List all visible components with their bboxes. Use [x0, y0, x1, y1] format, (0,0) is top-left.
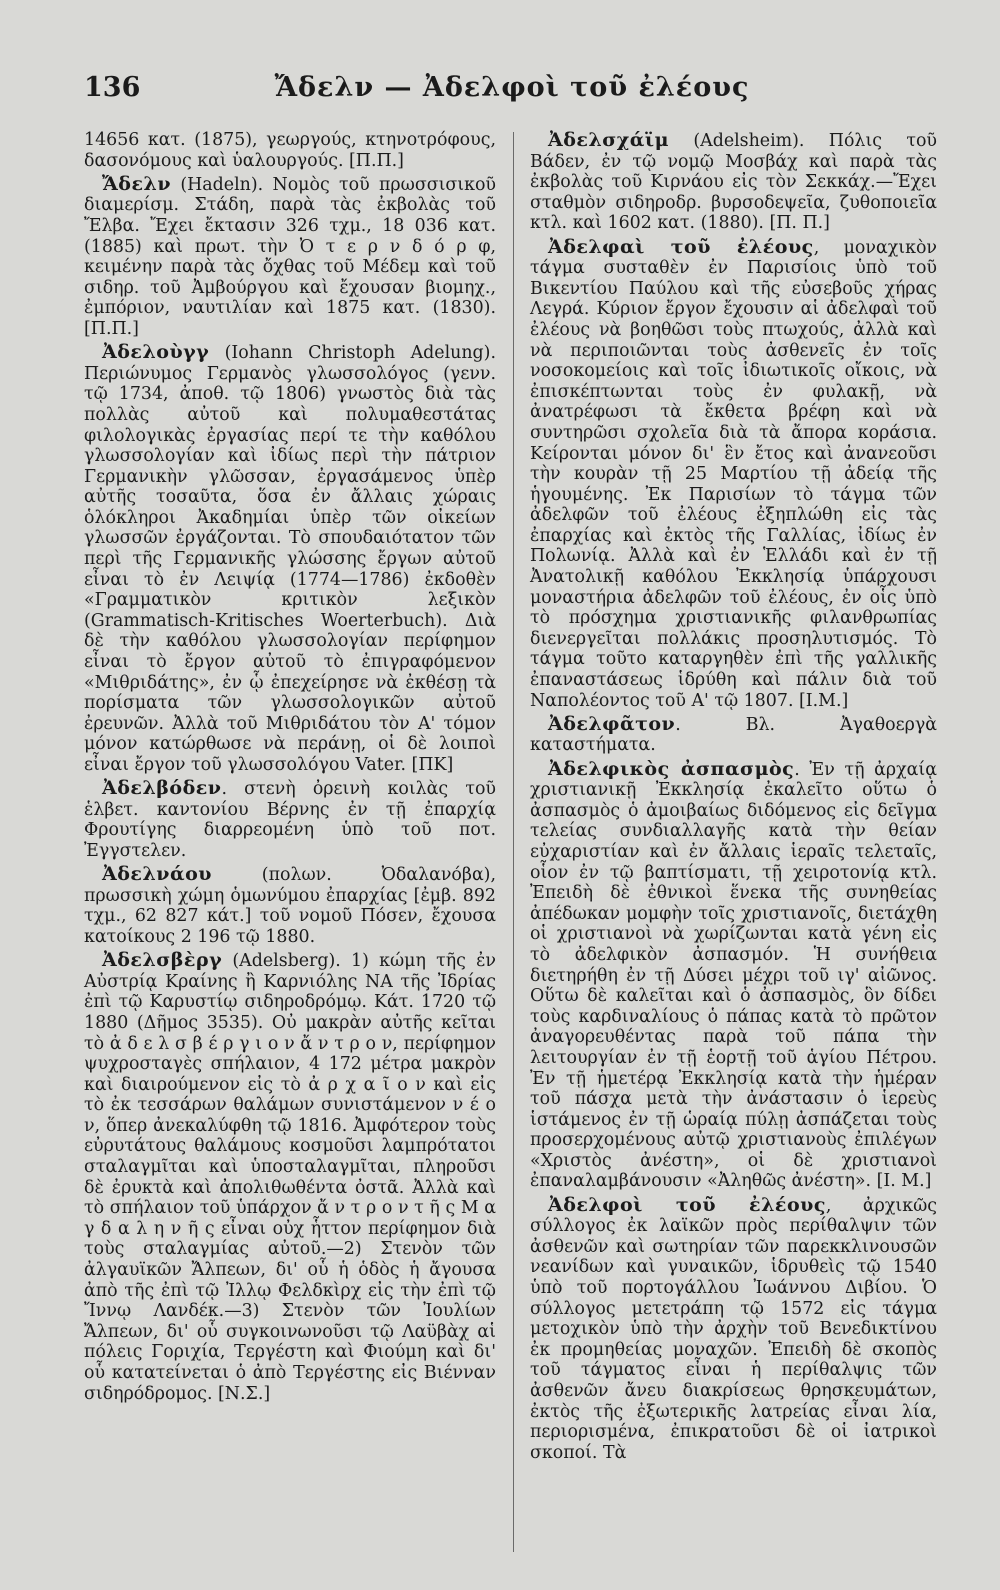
entry-text: (Adelsheim). Πόλις τοῦ Βάδεν, ἐν τῷ νομῷ Μοσβάχ καὶ παρὰ τὰς ἐκβολὰς τοῦ Κιρνάου εἰς τὸν Σεκκάχ.—Ἔχει σταθμὸν σιδηροδρ. βυρσοδεψεῖα, ζυθοποιεῖα κτλ. καὶ 1602 κατ. (1880). [Π. Π.]	[530, 131, 937, 234]
entry-headword: Ἀδελοὺγγ	[102, 341, 210, 364]
dictionary-entry	[84, 130, 496, 171]
entry-text: , ἀρχικῶς σύλλογος ἐκ λαϊκῶν πρὸς περίθαλψιν τῶν ἀσθενῶν καὶ σωτηρίαν τῶν παρεκκλινουσῶν νεανίδων καὶ γυναικῶν, ἱδρυθεὶς τῷ 1540 ὑπὸ τοῦ πορτογάλλου Ἰωάννου Διβίου. Ὁ σύλλογος μετετράπη τῷ 1572 εἰς τάγμα μετοχικὸν ὑπὸ τὴν ἀρχὴν τοῦ Βενεδικτίνου ἐκ προμηθείας μοναχῶν. Ἐπειδὴ δὲ σκοπὸς τοῦ τάγματος εἶναι ἡ περίθαλψις τῶν ἀσθενῶν ἄνευ διακρίσεως θρησκευμάτων, ἐκτὸς τῆς ἐξωτερικῆς λατρείας εἶναι λία, περιορισμένα, ἐπικρατοῦσι δὲ οἱ ἰατρικοὶ σκοποί. Τὰ	[530, 1195, 937, 1463]
dictionary-entry	[530, 130, 937, 234]
dictionary-entry	[84, 342, 496, 775]
entry-text: (πολων. Ὀδαλανόβα), πρωσσικὴ χώμη ὁμωνύμου ἐπαρχίας [ἐμβ. 892 τχμ., 62 827 κάτ.] τοῦ νομοῦ Πόσεν, ἔχουσα κατοίκους 2 196 τῷ 1880.	[84, 865, 496, 947]
entry-headword: Ἄδελν	[102, 172, 172, 195]
dictionary-entry	[530, 1195, 937, 1464]
dictionary-entry	[84, 778, 496, 861]
entry-text: (Iohann Christoph Adelung). Περιώνυμος Γερμανὸς γλωσσολόγος (γενν. τῷ 1734, ἀποθ. τῷ 1806) γνωστὸς διὰ τὰς πολλὰς αὐτοῦ καὶ πολυμαθεστάτας φιλολογικὰς ἐργασίας περί τε τὴν καθόλου γλωσσολογίαν καὶ ἰδίως περὶ τὴν πάτριον Γερμανικὴν γλῶσσαν, ἐργασάμενος ὑπὲρ αὐτῆς τοσαῦτα, ὅσα ἐν ἄλλαις χώραις ὁλόκληροι Ἀκαδημίαι ὑπὲρ τῶν οἰκείων γλωσσῶν ἐργάζονται. Τὸ σπουδαιότατον τῶν περὶ τῆς Γερμανικῆς γλώσσης ἔργων αὐτοῦ εἶναι τὸ ἐν Λειψίᾳ (1774—1786) ἐκδοθὲν «Γραμματικὸν κριτικὸν λεξικὸν (Grammatisch-Kritisches Woerterbuch). Διὰ δὲ τὴν καθόλου γλωσσολογίαν περίφημον εἶναι τὸ ἔργον αὐτοῦ τὸ ἐπιγραφόμενον «Μιθριδάτης», ἐν ᾧ ἐπεχείρησε νὰ ἐκθέσῃ τὰ πορίσματα τῶν γλωσσολογικῶν αὐτοῦ ἐρευνῶν. Ἀλλὰ τοῦ Μιθριδάτου τὸν Α' τόμον μόνον κατώρθωσε νὰ περάνῃ, οἱ δὲ λοιποὶ εἶναι ἔργον τοῦ γλωσσολόγου Vater. [ΠΚ]	[84, 343, 496, 775]
entry-text: , μοναχικὸν τάγμα συσταθὲν ἐν Παρισίοις ὑπὸ τοῦ Βικεντίου Παύλου καὶ τῆς εὐσεβοῦς χήρας Λεγρά. Κύριον ἔργον ἔχουσιν αἱ ἀδελφαὶ τοῦ ἐλέους νὰ βοηθῶσι τοὺς πτωχούς, ἀλλὰ καὶ νὰ περιποιῶνται τοὺς ἀσθενεῖς ἐν τοῖς νοσοκομείοις καὶ τοῖς ἰδιωτικοῖς οἴκοις, νὰ ἐπισκέπτωνται τοὺς ἐν φυλακῇ, νὰ ἀνατρέφωσι τὰ ἔκθετα βρέφη καὶ νὰ συντηρῶσι σχολεῖα διὰ τὰ ἄπορα κοράσια. Κείρονται μόνον δι' ἓν ἔτος καὶ ἀνανεοῦσι τὴν κουρὰν τῇ 25 Μαρτίου τῇ ἀδείᾳ τῆς ἡγουμένης. Ἐκ Παρισίων τὸ τάγμα τῶν ἀδελφῶν τοῦ ἐλέους ἐξηπλώθη εἰς τὰς ἐπαρχίας καὶ ἐκτὸς τῆς Γαλλίας, ἰδίως ἐν Πολωνίᾳ. Ἀλλὰ καὶ ἐν Ἑλλάδι καὶ ἐν τῇ Ἀνατολικῇ καθόλου Ἐκκλησίᾳ ὑπάρχουσι μοναστήρια ἀδελφῶν τοῦ ἐλέους, ἐν οἷς ὑπὸ τὸ πρόσχημα χριστιανικῆς φιλανθρωπίας διενεργεῖται πολλάκις προσηλυτισμός. Τὸ τάγμα τοῦτο καταργηθὲν ἐπὶ τῆς γαλλικῆς ἐπαναστάσεως ἱδρύθη καὶ πάλιν διὰ τοῦ Ναπολέοντος τοῦ Α' τῷ 1807. [Ι.Μ.]	[530, 237, 937, 711]
entry-headword: Ἀδελφικὸς ἀσπασμὸς	[548, 757, 795, 780]
dictionary-entry	[530, 237, 937, 712]
entry-text: . Βλ. Ἀγαθοεργὰ καταστήματα.	[530, 714, 937, 756]
dictionary-entry	[530, 759, 937, 1192]
entry-text: . Ἐν τῇ ἀρχαίᾳ χριστιανικῇ Ἐκκλησίᾳ ἐκαλεῖτο οὕτω ὁ ἀσπασμὸς ὁ ἀμοιβαίως διδόμενος εἰς δεῖγμα τελείας συνδιαλλαγῆς κατὰ τὴν θείαν εὐχαριστίαν καὶ ἐν ἄλλαις ἱεραῖς τελεταῖς, οἷον ἐν τῷ βαπτίσματι, τῇ χειροτονίᾳ κτλ. Ἐπειδὴ δὲ ἐθνικοὶ ἕνεκα τῆς συνηθείας ἀπέδωκαν μομφὴν τοῖς χριστιανοῖς, διετάχθη οἱ χριστιανοὶ νὰ χωρίζωνται κατὰ γένη εἰς τὸ ἀδελφικὸν ἀσπασμόν. Ἡ συνήθεια διετηρήθη ἐν τῇ Δύσει μέχρι τοῦ ιγ' αἰῶνος. Οὕτω δὲ καλεῖται καὶ ὁ ἀσπασμὸς, ὃν δίδει τοὺς καρδιναλίους ὁ πάπας κατὰ τὸ πρῶτον ἀναγορευθέντας παρὰ τοῦ πάπα τὴν λειτουργίαν ἐν τῇ ἑορτῇ τοῦ ἁγίου Πέτρου. Ἐν τῇ ἡμετέρᾳ Ἐκκλησίᾳ κατὰ τὴν ἡμέραν τοῦ πάσχα μετὰ τὴν ἀνάστασιν ὁ ἱερεὺς ἱστάμενος ἐν τῇ ὡραίᾳ πύλῃ ἀσπάζεται τοὺς προσερχομένους αὐτῷ χριστιανοὺς ἐπιλέγων «Χριστὸς ἀνέστη», οἱ δὲ χριστιανοὶ ἐπαναλαμβάνουσιν «Ἀληθῶς ἀνέστη». [Ι. Μ.]	[530, 759, 937, 1192]
dictionary-entry	[84, 950, 496, 1404]
entry-headword: Ἀδελνάου	[102, 863, 212, 886]
column-divider	[513, 132, 514, 1552]
entry-headword: Ἀδελσχάϊμ	[548, 129, 670, 151]
entry-text: (Hadeln). Νομὸς τοῦ πρωσσισικοῦ διαμερίσμ. Στάδη, παρὰ τὰς ἐκβολὰς τοῦ Ἔλβα. Ἔχει ἔκτασιν 326 τχμ., 18 036 κατ. (1885) καὶ πρωτ. τὴν Ὀ τ ε ρ ν δ ό ρ φ, κειμένην παρὰ τὰς ὄχθας τοῦ Μέδεμ καὶ τοῦ σιδηρ. τοῦ Ἀμβούργου καὶ ἔχουσαν βιομηχ., ἐμπόριον, ναυτιλίαν καὶ 1875 κατ. (1830). [Π.Π.]	[84, 174, 496, 339]
dictionary-entry	[530, 714, 937, 756]
right-column	[530, 130, 937, 1466]
page-number: 136	[84, 72, 141, 103]
entry-text: 14656 κατ. (1875), γεωργούς, κτηνοτρόφους, δασονόμους καὶ ὑαλουργούς. [Π.Π.]	[84, 130, 496, 171]
running-title: Ἄδελν — Ἀδελφοὶ τοῦ ἐλέους	[274, 72, 750, 103]
entry-headword: Ἀδελφᾶτον	[548, 712, 676, 735]
entry-headword: Ἀδελσβὲργ	[102, 949, 223, 972]
entry-headword: Ἀδελβόδεν	[102, 777, 222, 800]
dictionary-entry	[84, 174, 496, 340]
entry-headword: Ἀδελφοὶ τοῦ ἐλέους	[548, 1193, 826, 1216]
entry-headword: Ἀδελφαὶ τοῦ ἐλέους	[548, 235, 814, 258]
page-header	[84, 72, 940, 112]
entry-text: (Adelsberg). 1) κώμη τῆς ἐν Αὐστρίᾳ Κραίνης ἢ Καρνιόλης ΝΑ τῆς Ἰδρίας ἐπὶ τῷ Καρυστίῳ σιδηροδρόμῳ. Κάτ. 1720 τῷ 1880 (Δῆμος 3535). Οὐ μακρὰν αὐτῆς κεῖται τὸ ἀ δ ε λ σ β έ ρ γ ι ο ν ἄ ν τ ρ ο ν, περίφημον ψυχροσταγὲς σπήλαιον, 4 172 μέτρα μακρὸν καὶ διαιρούμενον εἰς τὸ ἀ ρ χ α ῖ ο ν καὶ εἰς τὸ ἐκ τεσσάρων θαλάμων συνιστάμενον ν έ ο ν, ὅπερ ἀνεκαλύφθη τῷ 1816. Ἀμφότερον τοὺς εὐρυτάτους θαλάμους κοσμοῦσι λαμπρότατοι σταλαγμῖται καὶ ὑποσταλαγμῖται, πληροῦσι δὲ ἐρυκτὰ καὶ ἀπολιθωθέντα ὀστᾶ. Ἀλλὰ καὶ τὸ σπήλαιον τοῦ ὑπάρχον ἄ ν τ ρ ο ν τ ῆ ς Μ α γ δ α λ η ν ῆ ς εἶναι οὐχ ἧττον περίφημον διὰ τοὺς σταλαγμίας αὐτοῦ.—2) Στενὸν τῶν ἀλγαυϊκῶν Ἄλπεων, δι' οὗ ἡ ὁδὸς ἡ ἄγουσα ἀπὸ τῆς ἐπὶ τῷ Ἰλλῳ Φελδκὶρχ εἰς τὴν ἐπὶ τῷ Ἴννῳ Λανδέκ.—3) Στενὸν τῶν Ἰουλίων Ἄλπεων, δι' οὗ συγκοινωνοῦσι τῷ Λαϋβὰχ αἱ πόλεις Γοριχία, Τεργέστη καὶ Φιούμη καὶ δι' οὗ κατατείνεται ὁ ἀπὸ Τεργέστης εἰς Βιένναν σιδηρόδρομος. [Ν.Σ.]	[84, 951, 496, 1404]
dictionary-entry	[84, 864, 496, 947]
entry-text: . στενὴ ὀρεινὴ κοιλὰς τοῦ ἑλβετ. καντονίου Βέρνης ἐν τῇ ἐπαρχίᾳ Φρουτίγης διαρρεομένη ὑπὸ τοῦ ποτ. Ἐγγστελεν.	[84, 779, 496, 861]
left-column	[84, 130, 496, 1407]
